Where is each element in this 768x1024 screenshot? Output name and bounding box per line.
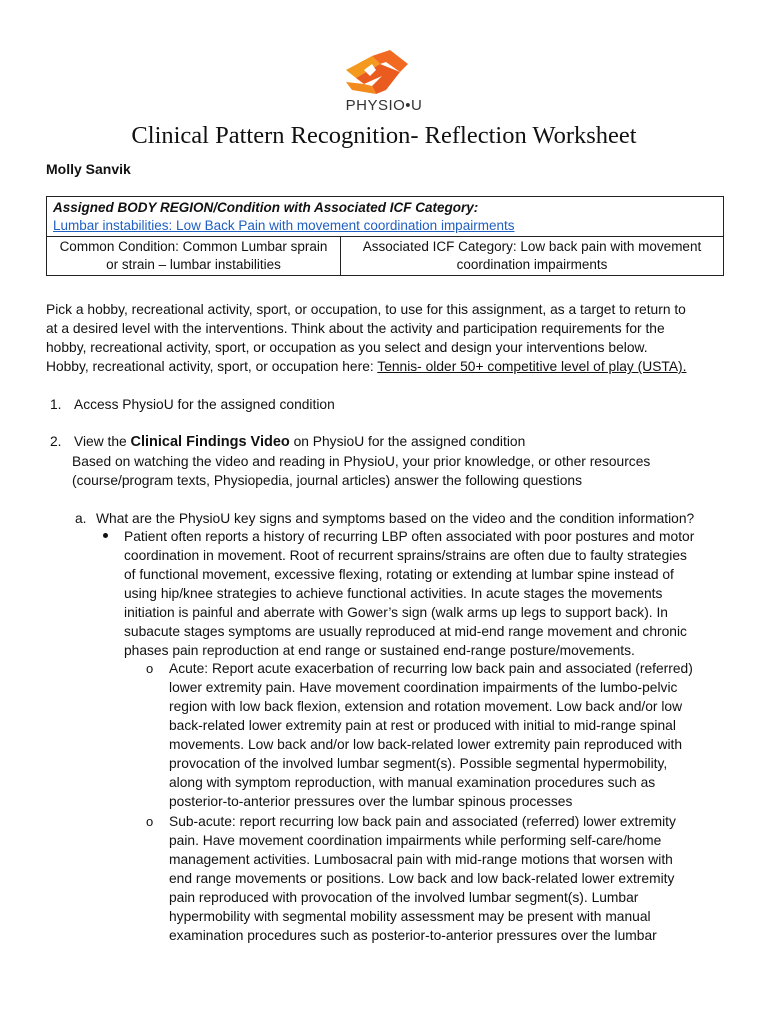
- intro-line: [46, 357, 726, 376]
- clinical-findings-video-label: Clinical Findings Video: [130, 434, 290, 450]
- step-1-number: 1.: [50, 397, 62, 412]
- brand-name: PHYSIO•U: [345, 97, 423, 114]
- text-line: region with low back flexion, extension and rotation movement. Low back and/or low: [169, 699, 683, 714]
- condition-link[interactable]: Lumbar instabilities: Low Back Pain with movement coordination impairments: [53, 218, 515, 233]
- text-line: movements. Low back and/or low back-related lower extremity pain reproduced with: [169, 737, 683, 752]
- intro-line: Pick a hobby, recreational activity, sport, or occupation, to use for this assignment, as a target to return to: [46, 302, 686, 317]
- text-line: of functional movement, excessive flexing, rotating or extending at lumbar spine instead of: [124, 567, 674, 582]
- physiou-logo-icon: [342, 50, 410, 94]
- text-line: coordination in movement. Root of recurrent sprains/strains are often due to faulty strategies: [124, 548, 687, 563]
- text-line: back-related lower extremity pain at rest or produced with initial to mid-range spinal: [169, 718, 676, 733]
- page-title: Clinical Pattern Recognition- Reflection Worksheet: [131, 122, 637, 149]
- icf-category-line: coordination impairments: [456, 257, 608, 272]
- acute-marker: o: [146, 661, 154, 676]
- text-line: Patient often reports a history of recurring LBP often associated with poor postures and motor: [124, 529, 695, 544]
- author-name: Molly Sanvik: [46, 161, 131, 177]
- text-line: management activities. Lumbosacral pain with mid-range motions that worsen with: [169, 852, 673, 867]
- bullet-icon: [103, 533, 108, 538]
- text-line: end range movements or positions. Low back and low back-related lower extremity: [169, 871, 675, 886]
- text-line: initiation is painful and aberrate with Gower’s sign (walk arms up legs to support back). In: [124, 605, 668, 620]
- question-a-label: a.: [75, 511, 87, 526]
- icf-category-line: Associated ICF Category: Low back pain with movement: [362, 239, 702, 254]
- text-line: subacute stages symptoms are usually reproduced at mid-end range movement and chronic: [124, 624, 687, 639]
- icf-category-cell: [341, 237, 724, 276]
- text-line: Acute: Report acute exacerbation of recurring low back pain and associated (referred): [169, 661, 693, 676]
- text-line: lower extremity pain. Have movement coordination impairments of the lumbo-pelvic: [169, 680, 678, 695]
- acute-paragraph: [169, 659, 729, 811]
- icf-detail-row: [47, 237, 724, 276]
- icf-header-row: [47, 197, 724, 237]
- question-a-text: What are the PhysioU key signs and symptoms based on the video and the condition information?: [96, 511, 695, 526]
- icf-heading: Assigned BODY REGION/Condition with Associated ICF Category:: [53, 200, 479, 215]
- text-line: pain. Have movement coordination impairments while performing self-care/home: [169, 833, 662, 848]
- step-2-line: (course/program texts, Physiopedia, journal articles) answer the following questions: [72, 473, 582, 488]
- intro-paragraph: [46, 300, 726, 376]
- step-2-number: 2.: [50, 434, 62, 449]
- intro-line: hobby, recreational activity, sport, or occupation as you select and design your interventions below.: [46, 340, 648, 355]
- common-condition-line: Common Condition: Common Lumbar sprain: [59, 239, 328, 254]
- text-line: Sub-acute: report recurring low back pain and associated (referred) lower extremity: [169, 814, 676, 829]
- bullet-paragraph: [124, 527, 724, 660]
- text-line: along with symptom reproduction, with manual examination procedures such as: [169, 775, 656, 790]
- intro-line: at a desired level with the interventions. Think about the activity and participation requirements for the: [46, 321, 665, 336]
- subacute-paragraph: [169, 812, 729, 945]
- text-line: examination procedures such as posterior-to-anterior pressures over the lumbar: [169, 928, 657, 943]
- common-condition-line: or strain – lumbar instabilities: [106, 257, 281, 272]
- text-line: using hip/knee strategies to achieve functional activities. In acute stages the movements: [124, 586, 663, 601]
- common-condition-cell: [47, 237, 341, 276]
- text-line: provocation of the involved lumbar segment(s). Possible segmental hypermobility,: [169, 756, 668, 771]
- step-1-text: Access PhysioU for the assigned condition: [74, 397, 335, 412]
- step-2-line: Based on watching the video and reading in PhysioU, your prior knowledge, or other resources: [72, 454, 651, 469]
- hobby-prompt: Hobby, recreational activity, sport, or occupation here:: [46, 359, 378, 374]
- hobby-answer: Tennis- older 50+ competitive level of play (USTA).: [377, 359, 687, 374]
- icf-table: [46, 196, 724, 276]
- text-line: hypermobility with segmental mobility assessment may be present with manual: [169, 909, 651, 924]
- text-line: pain reproduced with provocation of the involved lumbar segment(s). Lumbar: [169, 890, 639, 905]
- text-line: phases pain reproduction at end range or sustained end-range posture/movements.: [124, 643, 635, 658]
- subacute-marker: o: [146, 814, 154, 829]
- icf-header-cell: [47, 197, 724, 237]
- text-line: posterior-to-anterior pressures over the lumbar spinous processes: [169, 794, 573, 809]
- step-2-text: View the Clinical Findings Video on PhysioU for the assigned condition: [74, 434, 526, 450]
